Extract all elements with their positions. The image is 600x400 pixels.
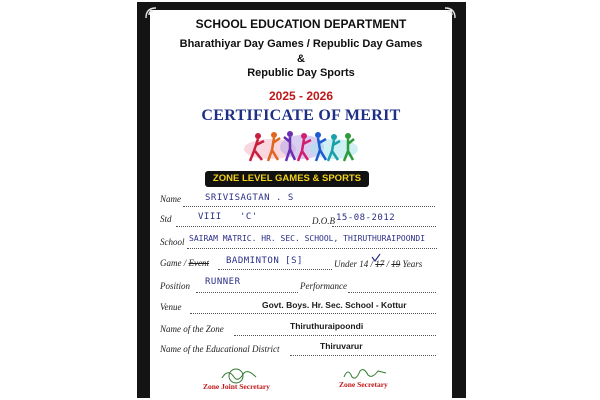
name-line <box>183 206 435 207</box>
std-line <box>176 226 310 227</box>
performance-label: Performance <box>300 281 347 291</box>
section-value: 'C' <box>240 212 258 222</box>
std-value: VIII <box>198 212 222 222</box>
school-label: School <box>160 237 185 247</box>
zone-level-banner-text: ZONE LEVEL GAMES & SPORTS <box>212 173 362 184</box>
name-label: Name <box>160 194 181 204</box>
dob-line <box>332 226 436 227</box>
sports-athletes-illustration <box>240 127 364 167</box>
venue-value: Govt. Boys. Hr. Sec. School - Kottur <box>262 300 407 310</box>
district-line <box>290 355 436 356</box>
venue-label: Venue <box>160 302 182 312</box>
game-label-prefix: Game / <box>160 258 187 268</box>
zone-line <box>234 335 436 336</box>
tick-mark-icon <box>371 253 381 262</box>
under-separator: / <box>386 259 390 269</box>
school-line <box>187 248 437 249</box>
games-heading: Bharathiyar Day Games / Republic Day Games <box>179 38 423 50</box>
position-line <box>196 292 298 293</box>
performance-line <box>348 292 436 293</box>
position-value: RUNNER <box>205 277 241 287</box>
zone-value: Thiruthuraipoondi <box>290 321 364 331</box>
std-label: Std <box>160 214 172 224</box>
joint-secretary-label: Zone Joint Secretary <box>203 382 270 391</box>
sports-heading: Republic Day Sports <box>247 67 355 79</box>
event-label-struck: Event <box>188 258 209 268</box>
ampersand: & <box>297 53 305 65</box>
secretary-label: Zone Secretary <box>339 380 388 389</box>
years-label: Years <box>402 259 423 269</box>
under-14-label: Under 14 / <box>334 259 373 269</box>
game-label <box>160 258 209 268</box>
position-label: Position <box>160 281 191 291</box>
game-line <box>218 269 332 270</box>
game-value: BADMINTON [S] <box>226 256 303 266</box>
district-value: Thiruvarur <box>320 341 363 351</box>
dob-value: 15-08-2012 <box>336 213 396 223</box>
under-19-struck: 19 <box>391 259 401 269</box>
dob-label: D.O.B <box>312 216 335 226</box>
under-17-struck: 17 <box>375 259 385 269</box>
district-label: Name of the Educational District <box>160 344 280 354</box>
academic-year: 2025 - 2026 <box>268 89 334 103</box>
certificate-title: CERTIFICATE OF MERIT <box>201 107 401 124</box>
name-value: SRIVISAGTAN . S <box>205 193 294 203</box>
school-value: SAIRAM MATRIC. HR. SEC. SCHOOL, THIRUTHURAIPOONDI <box>189 234 426 243</box>
venue-line <box>190 313 436 314</box>
zone-label: Name of the Zone <box>160 324 224 334</box>
department-heading: SCHOOL EDUCATION DEPARTMENT <box>195 17 407 31</box>
